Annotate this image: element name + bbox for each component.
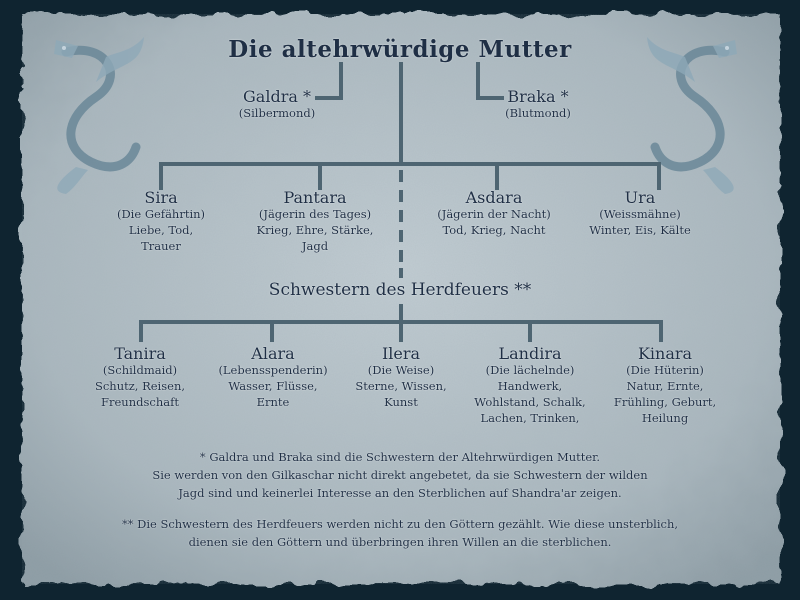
node-pantara-domains: Krieg, Ehre, Stärke, [256,223,374,237]
node-ura-domains: Winter, Eis, Kälte [589,223,691,237]
node-galdra-epithet: (Silbermond) [238,106,316,120]
connector-line [270,320,274,342]
node-sira-domains: Liebe, Tod, [128,223,194,237]
dragon-right-icon [645,22,755,197]
connector-line [399,190,403,202]
connector-line [139,320,143,342]
footnote-line: Jagd sind und keinerlei Interesse an den Sterblichen auf Shandra'ar zeigen. [178,486,622,500]
node-kinara-epithet: (Die Hüterin) [626,363,704,377]
connector-line [399,170,403,182]
node-asdara-name: Asdara [465,188,523,207]
node-tanira-domains: Schutz, Reisen, [94,379,186,393]
node-braka-name: Braka * [507,87,569,106]
footnote-line: dienen sie den Göttern und überbringen ihren Willen an die sterblichen. [188,535,612,549]
node-ura-name: Ura [624,188,656,207]
node-sira-epithet: (Die Gefährtin) [116,207,206,221]
node-sira-domains: Trauer [141,239,181,253]
node-landira-domains: Wohlstand, Schalk, [474,395,586,409]
node-ilera-name: Ilera [381,344,421,363]
hearth-sisters-heading: Schwestern des Herdfeuers ** [268,280,532,300]
node-landira-epithet: (Die lächelnde) [485,363,575,377]
node-alara-domains: Ernte [256,395,290,409]
node-ilera-epithet: (Die Weise) [367,363,435,377]
node-tanira-name: Tanira [114,344,166,363]
node-alara-epithet: (Lebensspenderin) [218,363,328,377]
node-kinara-name: Kinara [637,344,693,363]
connector-line [528,320,532,342]
connector-line [495,162,499,190]
node-pantara-epithet: (Jägerin des Tages) [258,207,372,221]
node-sira-name: Sira [144,188,178,207]
connector-line [399,230,403,242]
node-landira-name: Landira [498,344,562,363]
connector-line [399,268,403,278]
node-braka-epithet: (Blutmond) [505,106,571,120]
node-kinara-domains: Heilung [641,411,689,425]
node-ilera-domains: Sterne, Wissen, [355,379,447,393]
node-ilera-domains: Kunst [384,395,418,409]
connector-line [476,62,480,100]
node-kinara-domains: Natur, Ernte, [626,379,704,393]
connector-line [159,162,661,166]
footnote-line: * Galdra und Braka sind die Schwestern der Altehrwürdigen Mutter. [199,450,601,464]
connector-line [659,320,663,342]
node-alara-domains: Wasser, Flüsse, [228,379,318,393]
node-ura-epithet: (Weissmähne) [599,207,681,221]
node-pantara-domains: Jagd [301,239,329,253]
footnote-line: ** Die Schwestern des Herdfeuers werden nicht zu den Göttern gezählt. Wie diese unsterblich, [121,517,679,531]
node-landira-domains: Handwerk, [497,379,563,393]
diagram-title: Die altehrwürdige Mutter [228,36,572,63]
connector-line [399,62,403,164]
connector-line [399,250,403,262]
connector-line [159,162,163,190]
node-tanira-domains: Freundschaft [101,395,179,409]
node-landira-domains: Lachen, Trinken, [480,411,580,425]
connector-line [657,162,661,190]
connector-line [399,320,403,342]
node-kinara-domains: Frühling, Geburt, [613,395,717,409]
node-tanira-epithet: (Schildmaid) [102,363,178,377]
node-pantara-name: Pantara [283,188,347,207]
node-asdara-epithet: (Jägerin der Nacht) [437,207,551,221]
node-alara-name: Alara [251,344,295,363]
footnote-line: Sie werden von den Gilkaschar nicht direkt angebetet, da sie Schwestern der wilden [152,468,648,482]
node-asdara-domains: Tod, Krieg, Nacht [442,223,546,237]
dragon-left-icon [36,22,146,197]
node-galdra-name: Galdra * [243,87,311,106]
connector-line [318,162,322,190]
connector-line [339,62,343,100]
connector-line [399,210,403,222]
